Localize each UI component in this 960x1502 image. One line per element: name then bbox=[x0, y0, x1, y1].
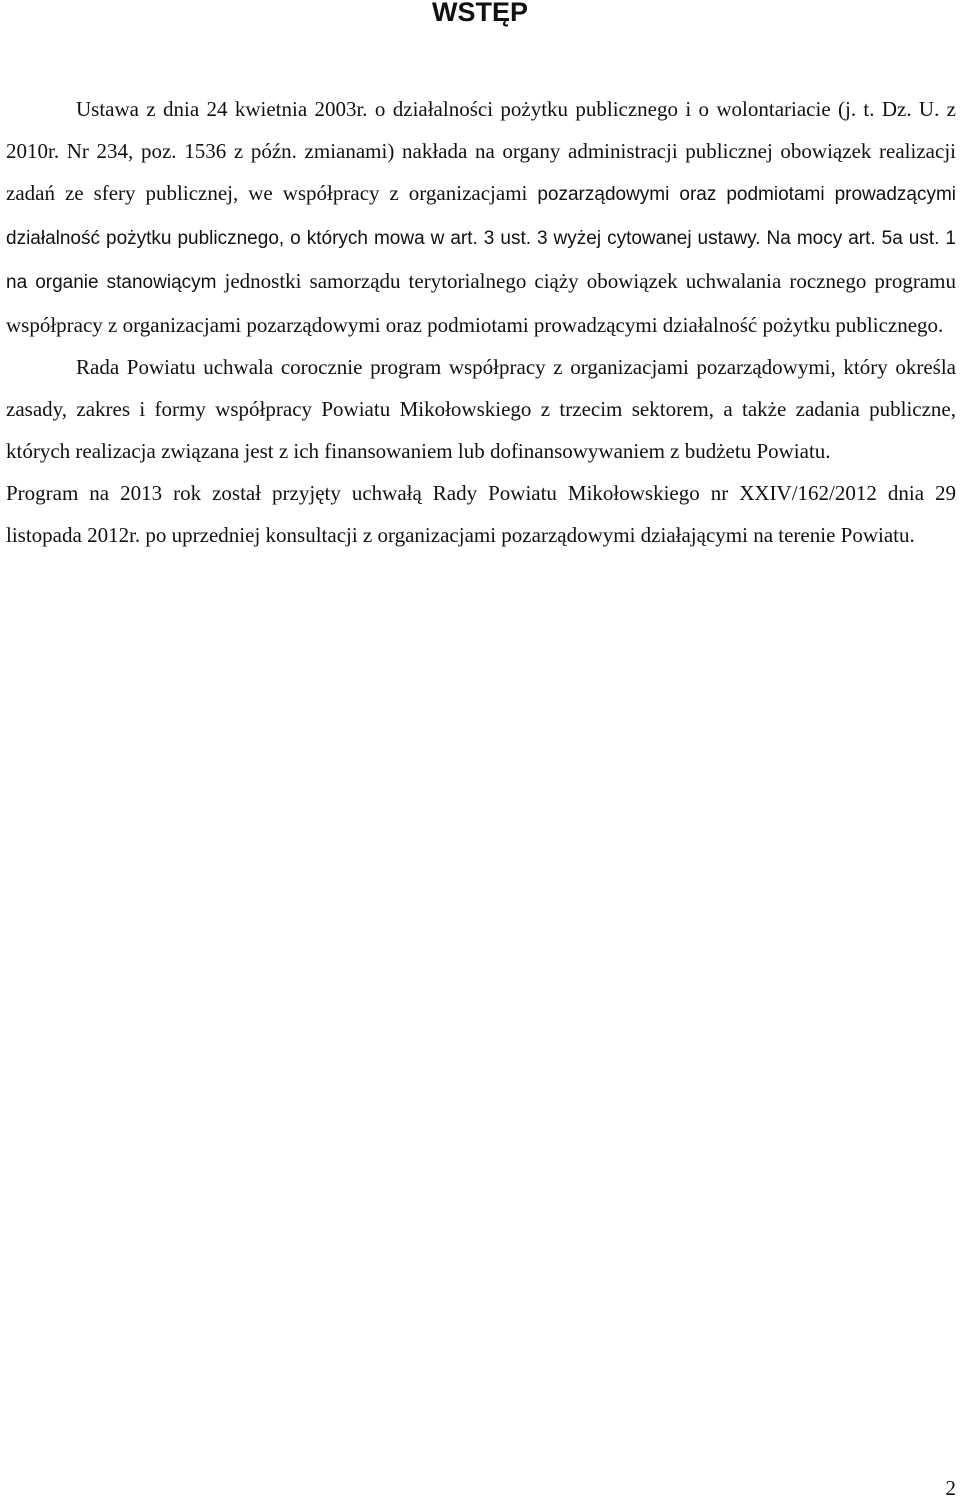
intro-paragraph-part-b: pozarządowymi oraz podmiotami prowadzącymi działalność pożytku publicznego, o których mowa w art. 3 ust. 3 wyżej cytowanej ustawy. Na mocy art. 5a ust. 1 na organie stanowiącym bbox=[6, 184, 956, 293]
document-body bbox=[6, 88, 956, 556]
page-title: WSTĘP bbox=[431, 0, 528, 27]
intro-paragraph bbox=[6, 88, 956, 346]
council-paragraph: Rada Powiatu uchwala corocznie program współpracy z organizacjami pozarządowymi, który określa zasady, zakres i formy współpracy Powiatu Mikołowskiego z trzecim sektorem, a także zadania publiczne, których realizacja związana jest z ich finansowaniem lub dofinansowywaniem z budżetu Powiatu. bbox=[6, 355, 956, 463]
intro-paragraph-part-a: Ustawa z dnia 24 kwietnia 2003r. o działalności pożytku publicznego i o wolontariacie (j. t. Dz. U. z 2010r. Nr 234, poz. 1536 z późn. zmianami) nakłada na organy administracji publicznej obowiązek realizacji zadań ze sfery publicznej, we współpracy z organizacjami bbox=[6, 97, 956, 205]
program-paragraph: Program na 2013 rok został przyjęty uchwałą Rady Powiatu Mikołowskiego nr XXIV/162/2012 dnia 29 listopada 2012r. po uprzedniej konsultacji z organizacjami pozarządowymi działającymi na terenie Powiatu. bbox=[6, 481, 956, 547]
page-number: 2 bbox=[945, 1476, 956, 1500]
intro-paragraph-part-c: jednostki samorządu terytorialnego ciąży obowiązek uchwalania rocznego programu współpracy z organizacjami pozarządowymi oraz podmiotami prowadzącymi działalność pożytku publicznego. bbox=[6, 269, 956, 337]
